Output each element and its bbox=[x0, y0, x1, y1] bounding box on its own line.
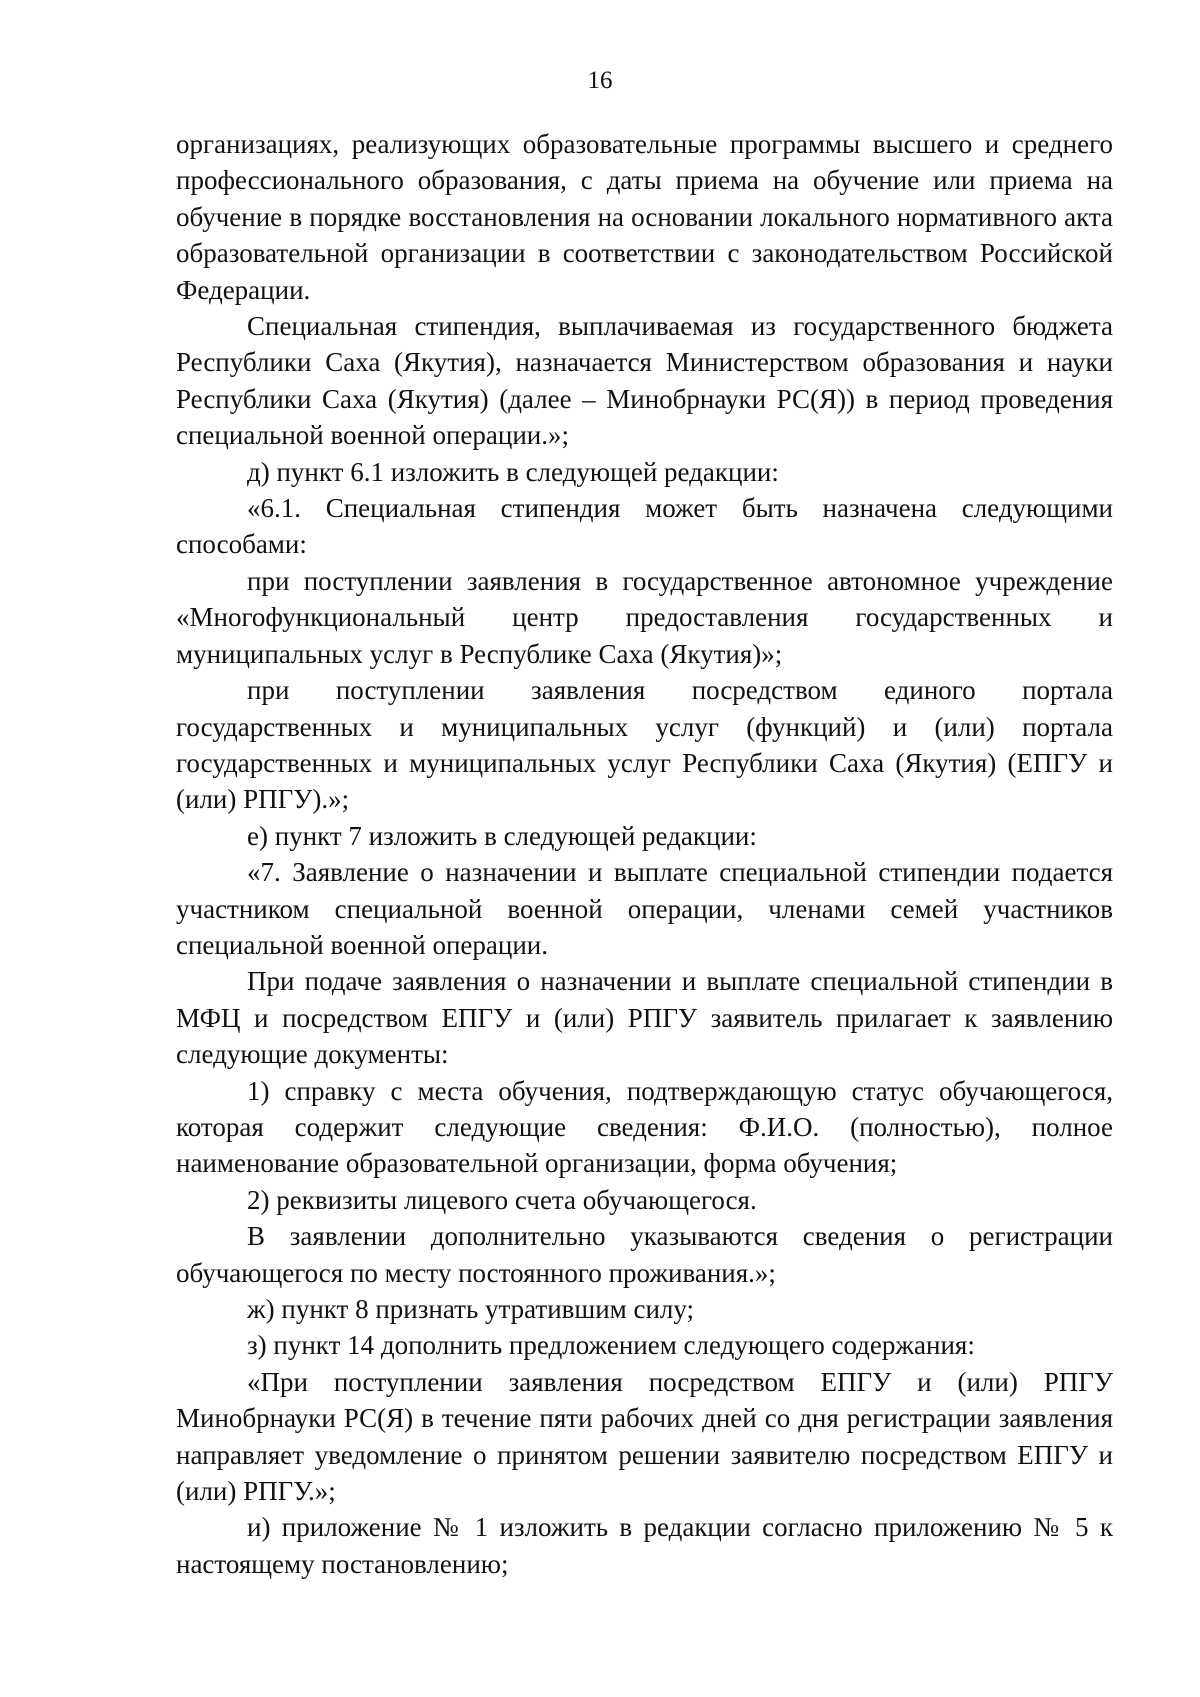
paragraph: е) пункт 7 изложить в следующей редакции: bbox=[247, 820, 757, 851]
paragraph: 2) реквизиты лицевого счета обучающегося. bbox=[247, 1184, 757, 1215]
paragraph: В заявлении дополнительно указываются сведения о регистрации обучающегося по месту постоянного проживания.»; bbox=[176, 1221, 1113, 1288]
paragraph: При подаче заявления о назначении и выплате специальной стипендии в МФЦ и посредством ЕПГУ и (или) РПГУ заявитель прилагает к заявлению следующие документы: bbox=[176, 966, 1113, 1070]
paragraph: д) пункт 6.1 изложить в следующей редакции: bbox=[247, 456, 779, 487]
document-body bbox=[176, 126, 1113, 1582]
paragraph: и) приложение № 1 изложить в редакции согласно приложению № 5 к настоящему постановлению; bbox=[176, 1512, 1113, 1579]
paragraph: при поступлении заявления посредством единого портала государственных и муниципальных услуг (функций) и (или) портала государственных и муниципальных услуг Республики Саха (Якутия) (ЕПГУ и (или) РПГУ).»; bbox=[176, 675, 1113, 815]
paragraph: «При поступлении заявления посредством ЕПГУ и (или) РПГУ Минобрнауки РС(Я) в течение пяти рабочих дней со дня регистрации заявления направляет уведомление о принятом решении заявителю посредством ЕПГУ и (или) РПГУ.»; bbox=[176, 1366, 1113, 1507]
paragraph: 1) справку с места обучения, подтверждающую статус обучающегося, которая содержит следующие сведения: Ф.И.О. (полностью), полное наименование образовательной организации, форма обучения; bbox=[176, 1075, 1113, 1179]
page-number: 16 bbox=[587, 67, 613, 94]
paragraph: организациях, реализующих образовательные программы высшего и среднего профессионального образования, с даты приема на обучение или приема на обучение в порядке восстановления на основании локального нормативного акта образовательной организации в соответствии с законодательством Российской Федерации. bbox=[176, 129, 1113, 305]
paragraph: «6.1. Специальная стипендия может быть назначена следующими способами: bbox=[176, 493, 1113, 560]
paragraph: ж) пункт 8 признать утратившим силу; bbox=[247, 1294, 695, 1324]
paragraph: «7. Заявление о назначении и выплате специальной стипендии подается участником специальной военной операции, членами семей участников специальной военной операции. bbox=[176, 857, 1113, 960]
paragraph: при поступлении заявления в государственное автономное учреждение «Многофункциональный центр предоставления государственных и муниципальных услуг в Республике Саха (Якутия)»; bbox=[176, 565, 1113, 669]
paragraph: з) пункт 14 дополнить предложением следующего содержания: bbox=[247, 1330, 975, 1361]
paragraph: Специальная стипендия, выплачиваемая из государственного бюджета Республики Саха (Якутия), назначается Министерством образования и науки Республики Саха (Якутия) (далее – Минобрнауки РС(Я)) в период проведения специальной военной операции.»; bbox=[176, 311, 1113, 451]
